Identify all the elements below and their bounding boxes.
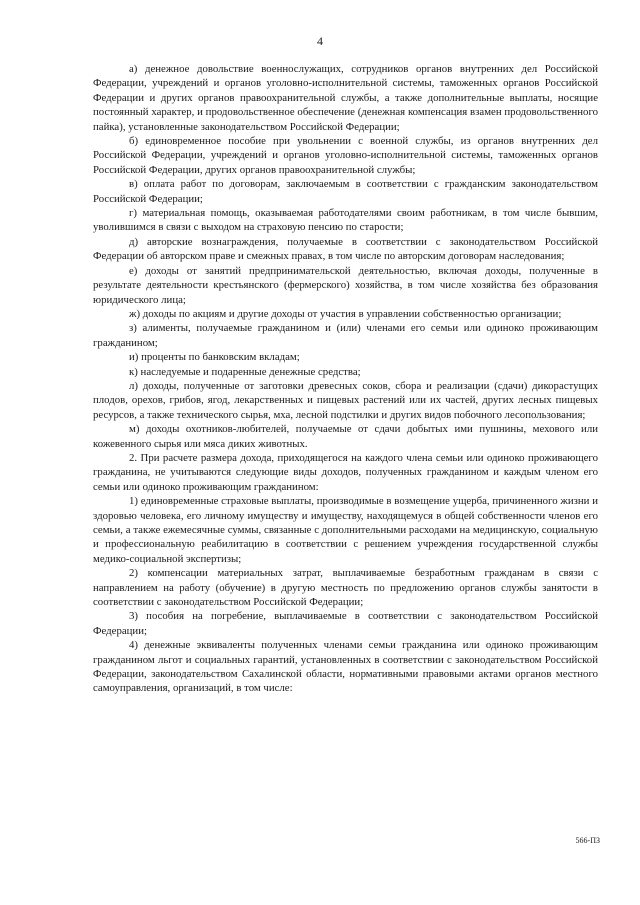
paragraph-d: д) авторские вознаграждения, получаемые в соответствии с законодательством Российской Федерации об авторском праве и смежных правах, в том числе по авторским договорам наследования; [93, 235, 598, 263]
paragraph-e: е) доходы от занятий предпринимательской деятельностью, включая доходы, полученные в результате деятельности крестьянского (фермерского) хозяйства, в том числе хозяйства без образования юридического лица; [93, 264, 598, 306]
item-2: 2) компенсации материальных затрат, выплачиваемые безработным гражданам в связи с направлением на работу (обучение) в другую местность по предложению органов службы занятости в соответствии с законодательством Российской Федерации; [93, 567, 598, 609]
paragraph-zh: ж) доходы по акциям и другие доходы от участия в управлении собственностью организации; [129, 307, 562, 320]
item-4: 4) денежные эквиваленты полученных членами семьи гражданина или одиноко проживающим гражданином льгот и социальных гарантий, установленных в соответствии с законодательством Российской Федерации, законодательством Сахалинской области, нормативными правовыми актами органов местного самоуправления, организаций, в том числе: [93, 639, 598, 695]
item-1: 1) единовременные страховые выплаты, производимые в возмещение ущерба, причиненного жизни и здоровью человека, его личному имуществу и имуществу, находящемуся в общей собственности членов его семьи, а также ежемесячные суммы, связанные с дополнительными расходами на медицинскую, социальную и профессиональную реабилитацию в соответствии с решением учреждения государственной службы медико-социальной экспертизы; [93, 495, 598, 565]
paragraph-l: л) доходы, полученные от заготовки древесных соков, сбора и реализации (сдачи) дикорастущих плодов, орехов, грибов, ягод, лекарственных и пищевых растений или их частей, других лесных пищевых ресурсов, а также технического сырья, мха, лесной подстилки и других видов побочного лесопользования; [93, 379, 598, 421]
paragraph-m: м) доходы охотников-любителей, получаемые от сдачи добытых ими пушнины, мехового или кожевенного сырья или мяса диких животных. [93, 423, 598, 450]
page-number: 4 [317, 34, 323, 48]
section-2-intro: 2. При расчете размера дохода, приходящегося на каждого члена семьи или одиноко проживающего гражданина, не учитываются следующие виды доходов, полученных гражданином и каждым членом его семьи или одиноко проживающим гражданином: [93, 451, 598, 493]
paragraph-z: з) алименты, получаемые гражданином и (или) членами его семьи или одиноко проживающим гражданином; [93, 322, 598, 349]
paragraph-i: и) проценты по банковским вкладам; [129, 351, 300, 364]
item-3: 3) пособия на погребение, выплачиваемые в соответствии с законодательством Российской Федерации; [93, 610, 598, 637]
document-body [93, 62, 598, 696]
paragraph-a: а) денежное довольствие военнослужащих, сотрудников органов внутренних дел Российской Федерации, учреждений и органов уголовно-исполнительной системы, таможенных органов Российской Федерации и других органов правоохранительной службы, а также дополнительные выплаты, носящие постоянный характер, и продовольственное обеспечение (денежная компенсация взамен продовольственного пайка), установленные законодательством Российской Федерации; [93, 63, 598, 133]
paragraph-k: к) наследуемые и подаренные денежные средства; [129, 365, 361, 378]
paragraph-b: б) единовременное пособие при увольнении с военной службы, из органов внутренних дел Российской Федерации, учреждений и органов уголовно-исполнительной системы, таможенных органов Российской Федерации, других органов правоохранительной службы; [93, 135, 598, 176]
paragraph-g: г) материальная помощь, оказываемая работодателями своим работникам, в том числе бывшим, уволившимся в связи с выходом на страховую пенсию по старости; [93, 207, 598, 234]
paragraph-v: в) оплата работ по договорам, заключаемым в соответствии с гражданским законодательством Российской Федерации; [93, 178, 598, 205]
document-code: 566-ПЗ [575, 836, 600, 845]
